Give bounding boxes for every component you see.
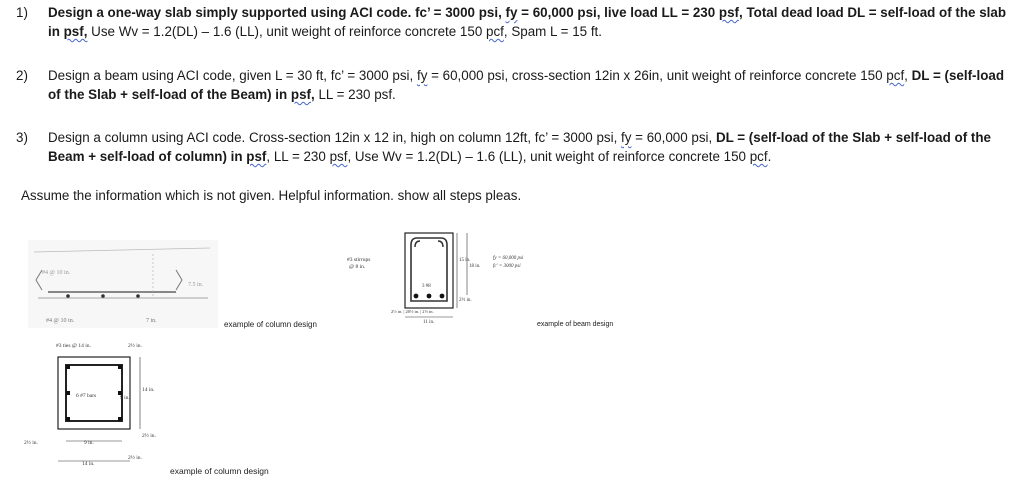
total-width-label: 11 in.	[423, 320, 435, 325]
assumption-note: Assume the information which is not given. Helpful information. show all steps pleas.	[21, 188, 522, 203]
rebar-dot	[118, 365, 122, 369]
rebar-dot	[66, 391, 70, 395]
cover-right-label: 2½ in.	[142, 433, 156, 439]
fy-label: fy = 60,000 psi	[493, 256, 524, 261]
question-number: 3)	[16, 130, 28, 145]
column-figure-caption: example of column design	[170, 466, 269, 476]
ties-label: #3 ties @ 14 in.	[56, 343, 91, 349]
q1-text-a: Design a one-way slab simply supported using ACI code. fc’ = 3000 psi,	[48, 5, 506, 20]
height-outer-label: 15 in.	[459, 258, 471, 263]
q2-text-h: ,	[311, 87, 315, 102]
rebar-dot	[440, 294, 445, 299]
q2-text-f: DL = (self-load of the Slab + self-load of the Beam) in	[48, 68, 1005, 102]
outer-width-label: 14 in.	[82, 461, 95, 467]
q2-text-c: = 60,000 psi, cross-section 12in x 26in, unit weight of reinforce concrete 150	[427, 68, 887, 83]
q2-text-e: ,	[904, 68, 912, 83]
question-1	[16, 3, 1006, 41]
q3-text-e: psf	[246, 149, 267, 164]
question-number: 1)	[16, 5, 28, 20]
stirrup	[411, 238, 447, 301]
q1-text-f: DL = self-load of the slab in	[48, 5, 1006, 39]
q1-text-j: , Spam L = 15 ft.	[503, 24, 603, 39]
question-2	[16, 66, 1006, 104]
question-3	[16, 128, 1006, 166]
slab-thickness-label: 7.5 in.	[188, 282, 204, 288]
cover-bottom-label: 2½ in.	[128, 455, 142, 461]
rebar-dot	[414, 294, 419, 299]
q3-text-b: fy	[621, 130, 632, 145]
q2-text-a: Design a beam using ACI code, given L = 30 ft, fc’ = 3000 psi,	[48, 68, 417, 83]
q3-text-j: .	[767, 149, 772, 164]
slab-right-label: 7 in.	[146, 318, 157, 324]
question-body	[48, 128, 1006, 166]
slab-bottom-label: #4 @ 10 in.	[46, 318, 75, 324]
q2-text-g: psf	[290, 87, 312, 102]
slab-top-label: #4 @ 10 in.	[42, 270, 71, 276]
q3-text-c: = 60,000 psi,	[631, 130, 716, 145]
rebar-dot	[66, 365, 70, 369]
q3-text-h: , Use Wv = 1.2(DL) – 1.6 (LL), unit weight of reinforce concrete 150	[347, 149, 750, 164]
cover-label: 2½ in.	[459, 298, 472, 303]
rebar-dot	[101, 294, 105, 298]
q3-text-f: , LL = 230	[266, 149, 330, 164]
slab-section-figure	[28, 240, 218, 328]
inner-width-label: 9 in.	[84, 440, 94, 446]
stirrup-hook-right	[438, 241, 443, 247]
q1-text-g: psf,	[63, 24, 88, 39]
height-inner-label: 9 in.	[120, 395, 130, 401]
stirrups-label-1: #3 stirrups	[347, 257, 371, 263]
width-dims-label: 2½ in. | 20½ in. | 2½ in.	[391, 309, 434, 314]
rebar-dot	[136, 294, 140, 298]
cover-left-label: 2½ in.	[24, 440, 38, 446]
height-inner-label: 18 in.	[469, 264, 481, 269]
q1-text-h: Use Wv = 1.2(DL) – 1.6 (LL), unit weight of reinforce concrete 150	[87, 24, 486, 39]
rebar-dot	[118, 417, 122, 421]
beam-figure-caption: example of beam design	[537, 321, 614, 328]
q1-text-b: fy	[505, 5, 518, 20]
q2-text-b: fy	[416, 68, 428, 83]
stirrup-hook-left	[415, 241, 420, 247]
q3-text-a: Design a column using ACI code. Cross-section 12in x 12 in, high on column 12ft, fc’ = 3000 psi,	[48, 130, 622, 145]
bars-label: 3 #8	[422, 284, 431, 289]
q2-text-d: pcf	[886, 68, 905, 83]
question-body	[48, 66, 1006, 104]
column-section-figure	[20, 335, 180, 470]
q1-text-d: psf	[718, 5, 740, 20]
question-body	[48, 3, 1006, 41]
q1-text-e: , Total dead load	[739, 5, 848, 20]
q2-text-i: LL = 230 psf.	[314, 87, 396, 102]
stirrups-label-2: @ 8 in.	[349, 264, 366, 270]
rebar-dot	[427, 294, 432, 299]
rebar-dot	[66, 417, 70, 421]
fc-label: fc' = 3000 psi	[493, 264, 521, 269]
question-number: 2)	[16, 68, 28, 83]
rebar-dot	[66, 294, 70, 298]
beam-section-figure	[345, 225, 535, 325]
q3-text-d: DL = (self-load of the Slab + self-load of the Beam + self-load of column) in	[48, 130, 991, 164]
q1-text-c: = 60,000 psi, live load LL = 230	[517, 5, 719, 20]
bars-label: 6 #7 bars	[76, 393, 97, 399]
slab-figure-caption: example of column design	[224, 320, 317, 329]
height-outer-label: 14 in.	[142, 387, 155, 393]
q3-text-g: psf	[329, 149, 348, 164]
q3-text-i: pcf	[749, 149, 768, 164]
cover-top-label: 2½ in.	[128, 343, 142, 349]
q1-text-i: pcf	[486, 24, 504, 39]
